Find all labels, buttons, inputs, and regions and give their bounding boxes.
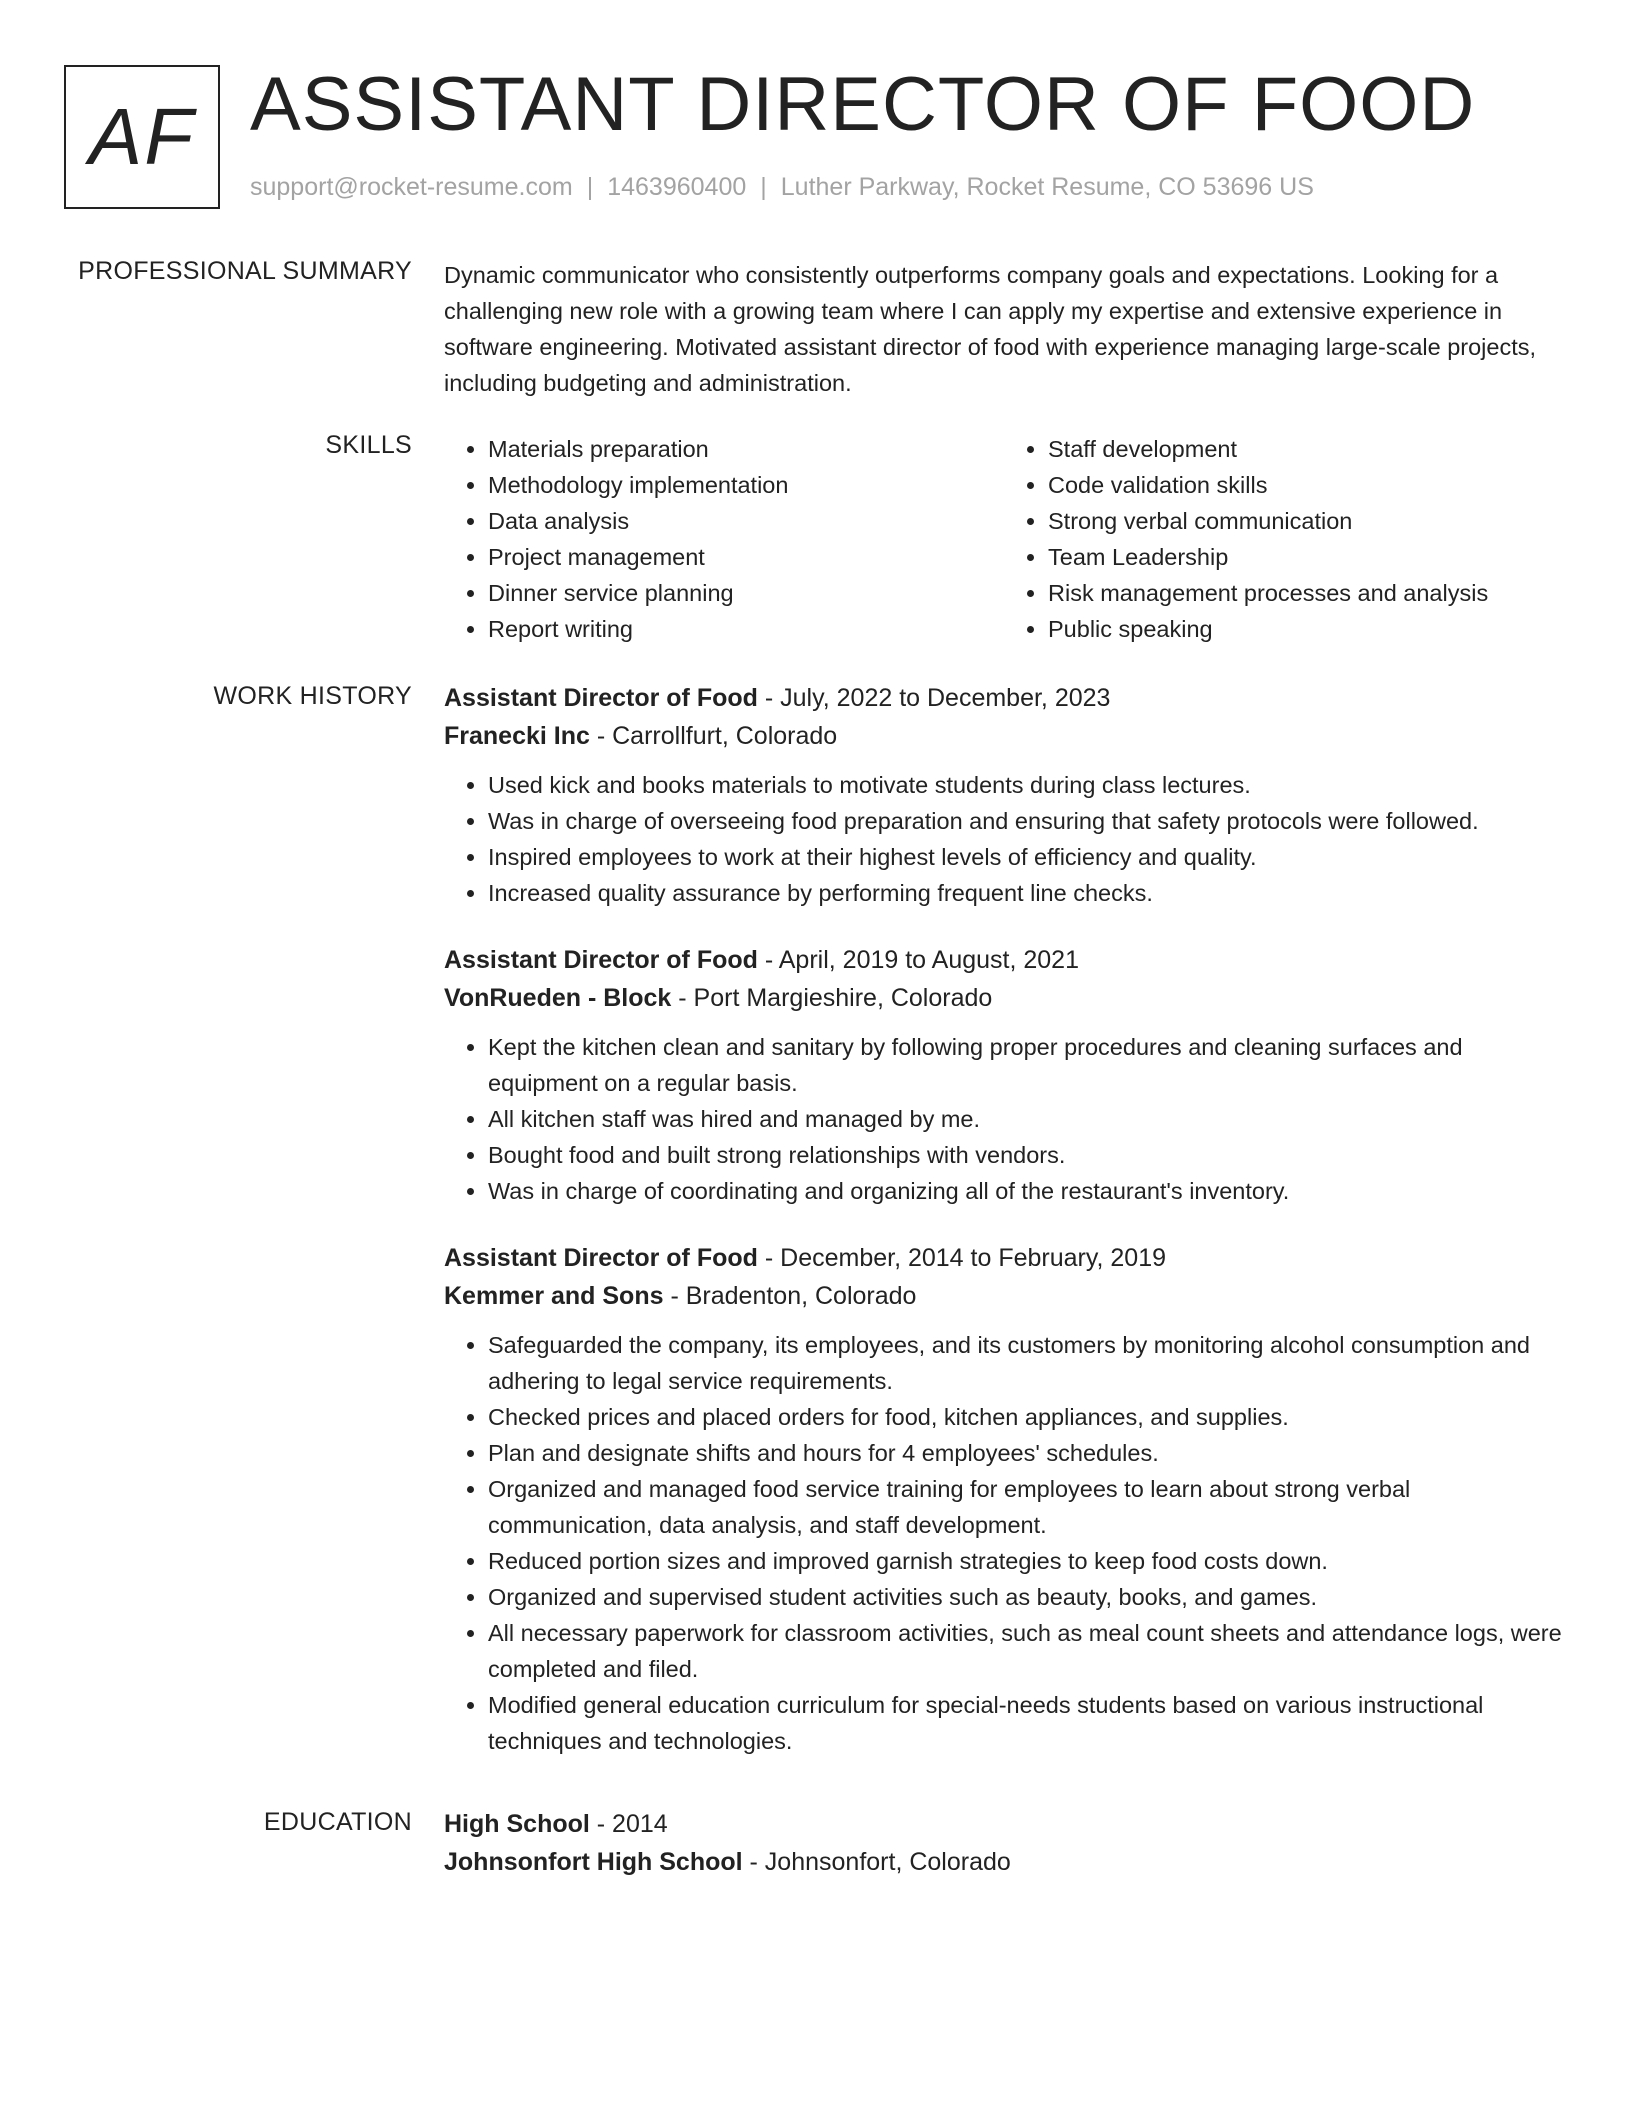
job-company-line xyxy=(444,979,1564,1017)
job-title: Assistant Director of Food xyxy=(444,1244,758,1272)
job-dates: - April, 2019 to August, 2021 xyxy=(757,946,1079,974)
job-company: Kemmer and Sons xyxy=(444,1282,664,1310)
job-company: Franecki Inc xyxy=(444,722,590,750)
job-bullet: • Was in charge of coordinating and organizing all of the restaurant's inventory. xyxy=(488,1173,1564,1209)
job-bullet: • Organized and supervised student activities such as beauty, books, and games. xyxy=(488,1579,1564,1615)
skill-item: • Strong verbal communication xyxy=(1048,503,1564,539)
education-degree-line xyxy=(444,1805,1564,1843)
job-title: Assistant Director of Food xyxy=(444,684,758,712)
job-entry xyxy=(444,679,1564,911)
section-label-skills: SKILLS xyxy=(325,431,412,459)
job-company: VonRueden - Block xyxy=(444,984,672,1012)
job-bullet: • Reduced portion sizes and improved garnish strategies to keep food costs down. xyxy=(488,1543,1564,1579)
job-bullet: • Used kick and books materials to motivate students during class lectures. xyxy=(488,767,1564,803)
skill-item: • Staff development xyxy=(1048,431,1564,467)
job-title-line xyxy=(444,1239,1564,1277)
job-bullet: • Was in charge of overseeing food preparation and ensuring that safety protocols were followed. xyxy=(488,803,1564,839)
resume-header xyxy=(64,62,1564,211)
education-degree: High School xyxy=(444,1810,590,1838)
job-bullet: • Kept the kitchen clean and sanitary by following proper procedures and cleaning surfaces and equipment on a regular basis. xyxy=(488,1029,1564,1101)
job-dates: - July, 2022 to December, 2023 xyxy=(757,684,1111,712)
job-bullet: • Modified general education curriculum for special-needs students based on various instructional techniques and technologies. xyxy=(488,1687,1564,1759)
education-location: - Johnsonfort, Colorado xyxy=(742,1848,1011,1876)
skill-item: • Public speaking xyxy=(1048,611,1564,647)
skill-item: • Dinner service planning xyxy=(488,575,1004,611)
job-title-line xyxy=(444,941,1564,979)
skills-list-right xyxy=(1004,431,1564,647)
education-year: - 2014 xyxy=(589,1810,668,1838)
job-company-line xyxy=(444,717,1564,755)
job-location: - Bradenton, Colorado xyxy=(663,1282,917,1310)
section-label-work-history: WORK HISTORY xyxy=(213,682,412,710)
job-bullets xyxy=(444,1327,1564,1759)
skill-item: • Risk management processes and analysis xyxy=(1048,575,1564,611)
job-title: Assistant Director of Food xyxy=(444,946,758,974)
initials-monogram: AF xyxy=(64,65,220,209)
skill-item: • Methodology implementation xyxy=(488,467,1004,503)
skill-item: • Data analysis xyxy=(488,503,1004,539)
skill-item: • Team Leadership xyxy=(1048,539,1564,575)
job-dates: - December, 2014 to February, 2019 xyxy=(757,1244,1167,1272)
contact-separator: | xyxy=(586,173,594,201)
summary-text: Dynamic communicator who consistently outperforms company goals and expectations. Looking for a challenging new role with a growing team where I can apply my expertise and extensive experience in software engineering. Motivated assistant director of food with experience managing large-scale projects, including budgeting and administration. xyxy=(444,262,1537,396)
job-entry xyxy=(444,941,1564,1209)
contact-line xyxy=(250,173,1314,202)
education-school: Johnsonfort High School xyxy=(444,1848,743,1876)
job-bullets xyxy=(444,767,1564,911)
section-label-education: EDUCATION xyxy=(263,1808,412,1836)
education-school-line xyxy=(444,1843,1564,1881)
job-location: - Carrollfurt, Colorado xyxy=(589,722,838,750)
job-bullet: • Safeguarded the company, its employees, and its customers by monitoring alcohol consumption and adhering to legal service requirements. xyxy=(488,1327,1564,1399)
contact-address: Luther Parkway, Rocket Resume, CO 53696 US xyxy=(780,173,1314,201)
job-bullet: • All kitchen staff was hired and managed by me. xyxy=(488,1101,1564,1137)
job-bullet: • Organized and managed food service training for employees to learn about strong verbal communication, data analysis, and staff development. xyxy=(488,1471,1564,1543)
job-bullet: • Bought food and built strong relationships with vendors. xyxy=(488,1137,1564,1173)
skill-item: • Report writing xyxy=(488,611,1004,647)
skill-item: • Materials preparation xyxy=(488,431,1004,467)
job-location: - Port Margieshire, Colorado xyxy=(671,984,993,1012)
skills-list-left xyxy=(444,431,1004,647)
job-entry xyxy=(444,1239,1564,1759)
job-bullet: • Plan and designate shifts and hours for 4 employees' schedules. xyxy=(488,1435,1564,1471)
job-bullet: • Inspired employees to work at their highest levels of efficiency and quality. xyxy=(488,839,1564,875)
job-title-line xyxy=(444,679,1564,717)
section-label-summary: PROFESSIONAL SUMMARY xyxy=(78,257,412,285)
job-company-line xyxy=(444,1277,1564,1315)
contact-separator: | xyxy=(760,173,767,201)
job-bullet: • Increased quality assurance by performing frequent line checks. xyxy=(488,875,1564,911)
contact-phone: 1463960400 xyxy=(607,173,747,201)
job-bullets xyxy=(444,1029,1564,1209)
contact-email: support@rocket-resume.com xyxy=(250,173,573,201)
skill-item: • Project management xyxy=(488,539,1004,575)
job-bullet: • All necessary paperwork for classroom activities, such as meal count sheets and attendance logs, were completed and filed. xyxy=(488,1615,1564,1687)
job-bullet: • Checked prices and placed orders for food, kitchen appliances, and supplies. xyxy=(488,1399,1564,1435)
resume-name: ASSISTANT DIRECTOR OF FOOD xyxy=(250,62,1476,147)
skill-item: • Code validation skills xyxy=(1048,467,1564,503)
